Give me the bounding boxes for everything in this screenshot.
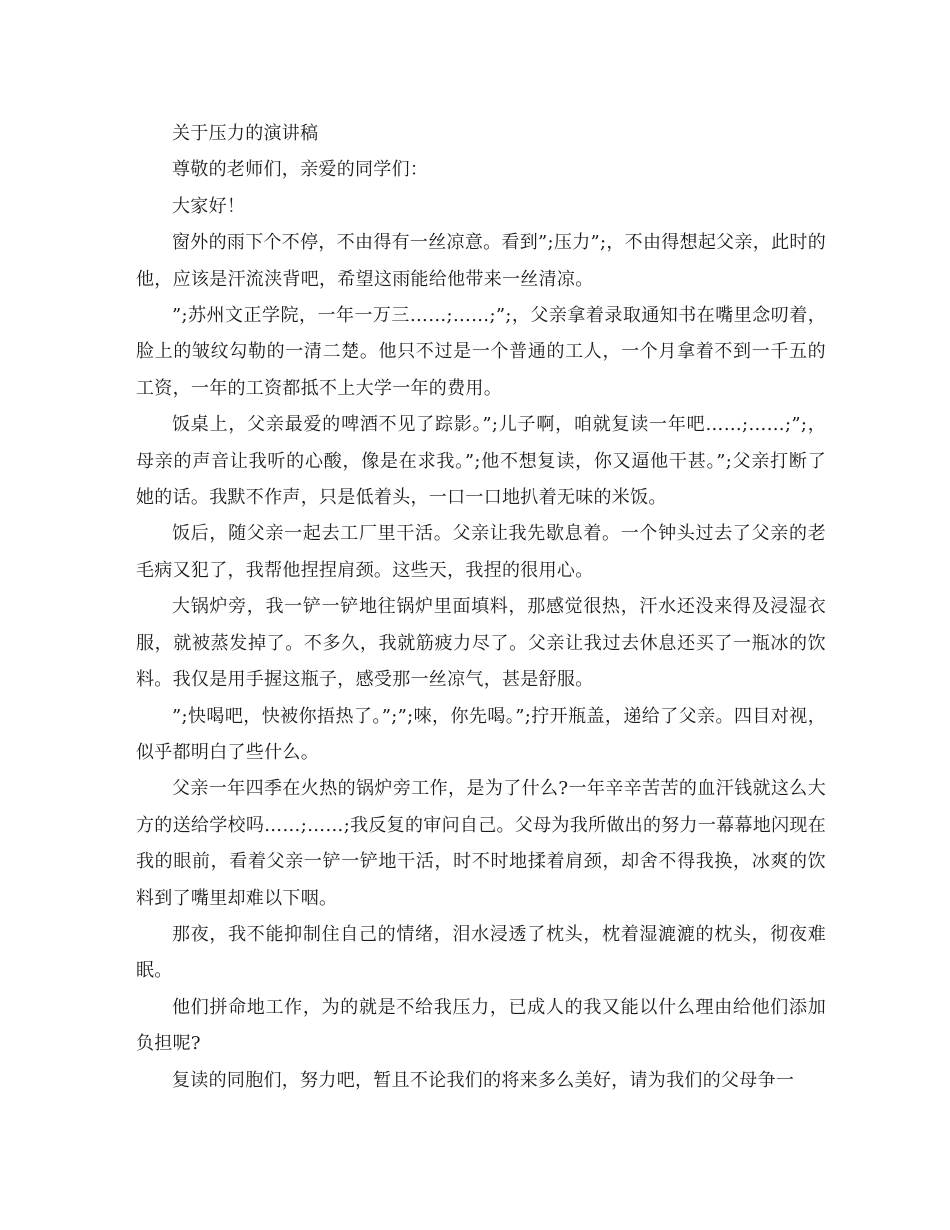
paragraph: 饭桌上，父亲最爱的啤酒不见了踪影。”;儿子啊，咱就复读一年吧……;……;”;，母亲的声音让我听的心酸，像是在求我。”;他不想复读，你又逼他干甚。”;父亲打断了她的话。我默不作声，只是低着头，一口一口地扒着无味的米饭。 — [136, 414, 826, 509]
paragraph-greeting: 大家好！ — [172, 195, 246, 217]
paragraph: ”;快喝吧，快被你捂热了。”;”;唻，你先喝。”;拧开瓶盖，递给了父亲。四目对视，似乎都明白了些什么。 — [136, 705, 826, 763]
paragraph: 复读的同胞们，努力吧，暂且不论我们的将来多么美好，请为我们的父母争一 — [172, 1069, 795, 1091]
paragraph: 大锅炉旁，我一铲一铲地往锅炉里面填料，那感觉很热，汗水还没来得及浸湿衣服，就被蒸发掉了。不多久，我就筋疲力尽了。父亲让我过去休息还买了一瓶冰的饮料。我仅是用手握这瓶子，感受那一丝凉气，甚是舒服。 — [136, 596, 826, 691]
paragraph-salutation: 尊敬的老师们，亲爱的同学们： — [172, 159, 429, 181]
document-body — [136, 116, 826, 1099]
paragraph: 他们拼命地工作，为的就是不给我压力，已成人的我又能以什么理由给他们添加负担呢? — [136, 996, 826, 1055]
paragraph: 窗外的雨下个不停，不由得有一丝凉意。看到”;压力”;，不由得想起父亲，此时的他，应该是汗流浃背吧，希望这雨能给他带来一丝清凉。 — [136, 232, 826, 290]
paragraph: 饭后，随父亲一起去工厂里干活。父亲让我先歇息着。一个钟头过去了父亲的老毛病又犯了，我帮他捏捏肩颈。这些天，我捏的很用心。 — [136, 523, 826, 581]
document-title: 关于压力的演讲稿 — [172, 123, 319, 144]
paragraph: 那夜，我不能抑制住自己的情绪，泪水浸透了枕头，枕着湿漉漉的枕头，彻夜难眠。 — [136, 923, 826, 982]
paragraph: 父亲一年四季在火热的锅炉旁工作，是为了什么?一年辛辛苦苦的血汗钱就这么大方的送给学校吗……;……;我反复的审问自己。父母为我所做出的努力一幕幕地闪现在我的眼前，看着父亲一铲一铲地干活，时不时地揉着肩颈，却舍不得我换，冰爽的饮料到了嘴里却难以下咽。 — [136, 778, 826, 909]
paragraph: ”;苏州文正学院，一年一万三……;……;”;，父亲拿着录取通知书在嘴里念叨着，脸上的皱纹勾勒的一清二楚。他只不过是一个普通的工人，一个月拿着不到一千五的工资，一年的工资都抵不上大学一年的费用。 — [136, 305, 826, 399]
